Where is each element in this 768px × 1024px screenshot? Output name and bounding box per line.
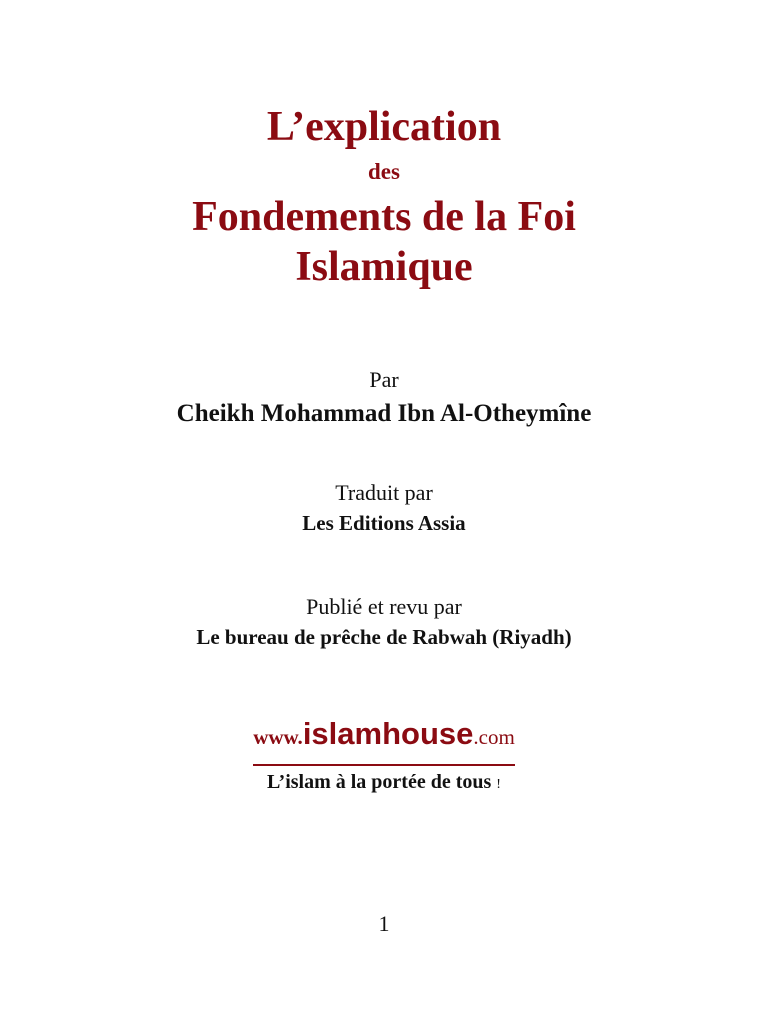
translator-name: Les Editions Assia [302, 511, 466, 535]
website-block [0, 712, 768, 760]
tagline [0, 768, 768, 799]
tagline-text: L’islam à la portée de tous [267, 771, 492, 793]
translator-label: Traduit par [335, 480, 433, 505]
website-link[interactable] [253, 712, 515, 766]
title-line-4: Islamique [295, 244, 473, 290]
author-name: Cheikh Mohammad Ibn Al-Otheymîne [176, 400, 592, 427]
tagline-mark: ! [496, 777, 501, 792]
website-name: islamhouse [302, 716, 474, 751]
author-label: Par [369, 367, 399, 392]
title-line-3: Fondements de la Foi [192, 194, 576, 240]
title-line-2: des [368, 159, 400, 184]
website-suffix: .com [473, 725, 515, 749]
publisher-label: Publié et revu par [306, 594, 462, 619]
website-prefix: www. [253, 725, 303, 749]
page-number: 1 [378, 911, 390, 936]
title-line-1: L’explication [266, 104, 502, 150]
publisher-name: Le bureau de prêche de Rabwah (Riyadh) [196, 625, 572, 649]
